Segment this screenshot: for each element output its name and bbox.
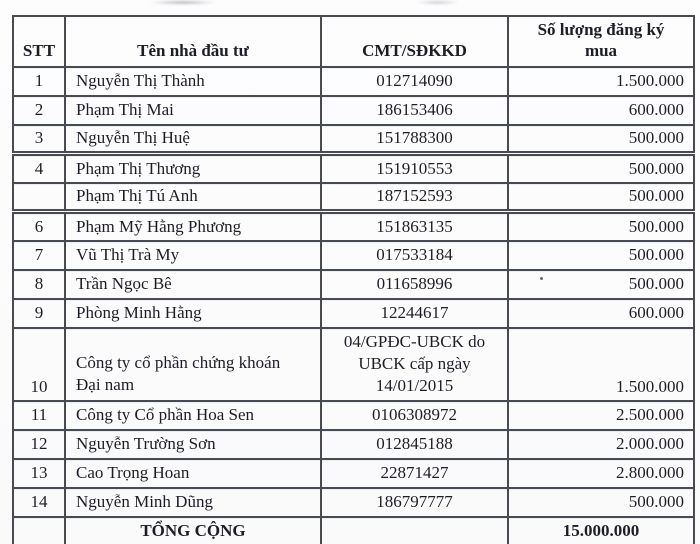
total-qty: 15.000.000 <box>508 517 694 544</box>
cell-stt: 6 <box>13 212 65 241</box>
table-row <box>13 183 694 212</box>
cell-id: 151788300 <box>321 125 508 154</box>
cell-name: Công ty cổ phần chứng khoán Đại nam <box>65 328 321 401</box>
col-header-id: CMT/SĐKKD <box>321 16 508 67</box>
cell-stt: 10 <box>13 328 65 401</box>
cell-qty: 500.000 <box>508 270 694 299</box>
investor-registration-table <box>12 15 695 544</box>
header-row <box>13 16 694 67</box>
cell-id: 151910553 <box>321 154 508 183</box>
table-row <box>13 328 694 401</box>
cell-stt: 4 <box>13 154 65 183</box>
cell-qty: 2.000.000 <box>508 430 694 459</box>
cell-id: 04/GPĐC-UBCK do UBCK cấp ngày 14/01/2015 <box>321 328 508 401</box>
cell-id: 12244617 <box>321 299 508 328</box>
cell-qty: 500.000 <box>508 183 694 212</box>
cell-stt: 11 <box>13 401 65 430</box>
cell-name: Công ty Cổ phần Hoa Sen <box>65 401 321 430</box>
cell-stt: 12 <box>13 430 65 459</box>
cell-qty: 500.000 <box>508 154 694 183</box>
total-stt-empty <box>13 517 65 544</box>
table-row <box>13 430 694 459</box>
table-row <box>13 96 694 125</box>
cell-name: Phạm Mỹ Hằng Phương <box>65 212 321 241</box>
table-row <box>13 241 694 270</box>
cell-name: Cao Trọng Hoan <box>65 459 321 488</box>
scan-artifact <box>415 0 460 5</box>
cell-id: 011658996 <box>321 270 508 299</box>
cell-id: 186153406 <box>321 96 508 125</box>
col-header-name: Tên nhà đầu tư <box>65 16 321 67</box>
cell-id: 0106308972 <box>321 401 508 430</box>
cell-name: Nguyễn Minh Dũng <box>65 488 321 517</box>
table-row <box>13 401 694 430</box>
cell-qty: 500.000 <box>508 212 694 241</box>
total-row <box>13 517 694 544</box>
cell-name: Trần Ngọc Bê <box>65 270 321 299</box>
cell-id: 017533184 <box>321 241 508 270</box>
cell-name: Phòng Minh Hằng <box>65 299 321 328</box>
cell-name: Vũ Thị Trà My <box>65 241 321 270</box>
cell-qty: 500.000 <box>508 488 694 517</box>
cell-id: 22871427 <box>321 459 508 488</box>
cell-stt: 2 <box>13 96 65 125</box>
cell-stt: 1 <box>13 67 65 96</box>
cell-qty: 500.000 <box>508 125 694 154</box>
total-id-empty <box>321 517 508 544</box>
cell-qty: 600.000 <box>508 299 694 328</box>
table-row <box>13 459 694 488</box>
cell-name: Nguyễn Trường Sơn <box>65 430 321 459</box>
table-row <box>13 212 694 241</box>
cell-stt: 3 <box>13 125 65 154</box>
total-label: TỔNG CỘNG <box>65 517 321 544</box>
table-row <box>13 125 694 154</box>
cell-id: 151863135 <box>321 212 508 241</box>
col-header-qty: Số lượng đăng ký mua <box>508 16 694 67</box>
table-row <box>13 154 694 183</box>
cell-id: 187152593 <box>321 183 508 212</box>
cell-stt: 8 <box>13 270 65 299</box>
cell-id: 012845188 <box>321 430 508 459</box>
cell-qty: 600.000 <box>508 96 694 125</box>
scan-artifact <box>148 0 218 5</box>
cell-qty: 2.500.000 <box>508 401 694 430</box>
cell-id: 186797777 <box>321 488 508 517</box>
cell-name: Phạm Thị Tú Anh <box>65 183 321 212</box>
cell-stt: 9 <box>13 299 65 328</box>
cell-stt: 7 <box>13 241 65 270</box>
table-row <box>13 299 694 328</box>
table-row <box>13 270 694 299</box>
cell-stt <box>13 183 65 212</box>
table-row <box>13 67 694 96</box>
cell-qty: 500.000 <box>508 241 694 270</box>
cell-stt: 13 <box>13 459 65 488</box>
col-header-stt: STT <box>13 16 65 67</box>
cell-name: Phạm Thị Thương <box>65 154 321 183</box>
cell-qty: 1.500.000 <box>508 328 694 401</box>
cell-stt: 14 <box>13 488 65 517</box>
cell-name: Nguyễn Thị Huệ <box>65 125 321 154</box>
cell-name: Phạm Thị Mai <box>65 96 321 125</box>
cell-qty: 2.800.000 <box>508 459 694 488</box>
cell-name: Nguyễn Thị Thành <box>65 67 321 96</box>
table-row <box>13 488 694 517</box>
cell-qty: 1.500.000 <box>508 67 694 96</box>
cell-id: 012714090 <box>321 67 508 96</box>
